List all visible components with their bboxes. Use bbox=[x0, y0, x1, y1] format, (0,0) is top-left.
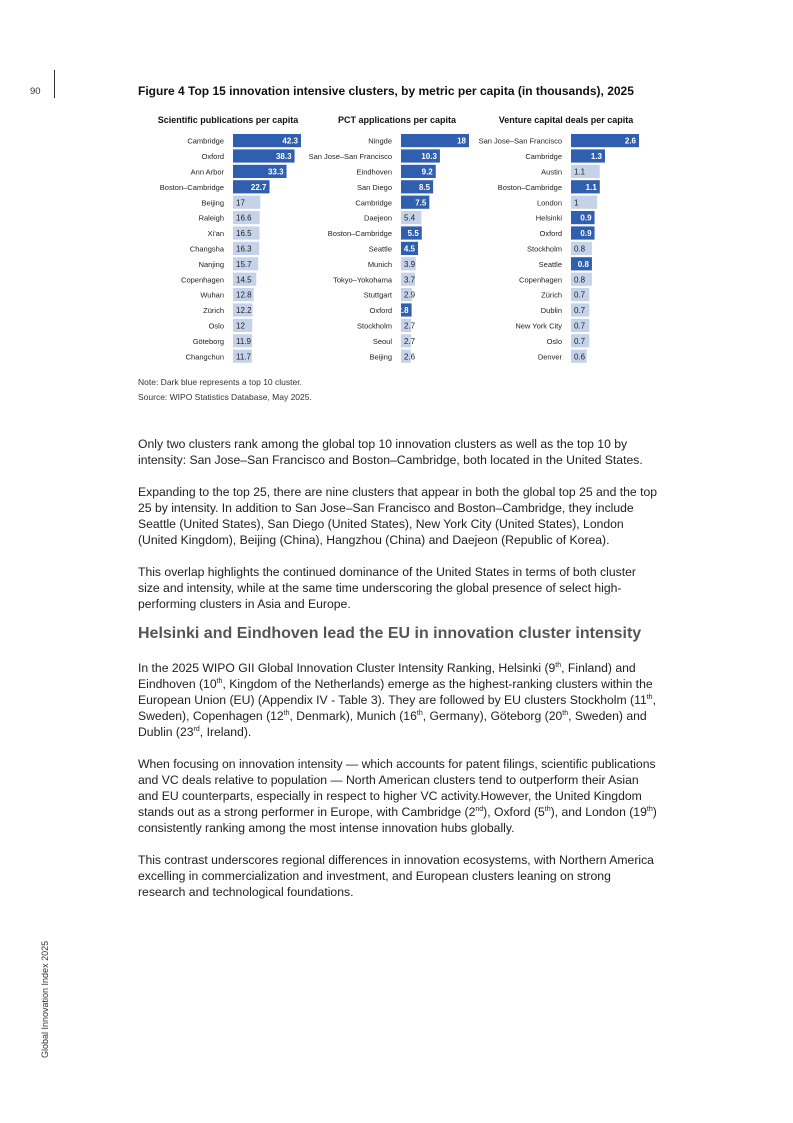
category-label: Dublin bbox=[540, 306, 562, 316]
paragraph-4-text: , Sweden) and Dublin (23 bbox=[138, 709, 647, 739]
value-label: 4.5 bbox=[403, 244, 415, 254]
category-label: Changchun bbox=[185, 352, 224, 362]
paragraph-1: Only two clusters rank among the global top 10 innovation clusters as well as the top 10 by intensity: San Jose–San Francisco and Boston–Cambridge, both located in the United States. bbox=[138, 437, 643, 467]
page-number: 90 bbox=[30, 86, 41, 97]
category-label: Boston–Cambridge bbox=[497, 182, 562, 192]
category-label: Göteborg bbox=[192, 336, 224, 346]
paragraph-5-superscript: th bbox=[646, 805, 653, 813]
value-label: 10.3 bbox=[421, 152, 437, 162]
category-label: Raleigh bbox=[198, 213, 224, 223]
value-label: 5.5 bbox=[407, 229, 419, 239]
value-label: 3.7 bbox=[404, 275, 416, 285]
value-label: 12.2 bbox=[236, 306, 252, 316]
paragraph-4-text: , Denmark), Munich (16 bbox=[289, 709, 417, 723]
category-label: Beijing bbox=[369, 352, 392, 362]
figure-source: Source: WIPO Statistics Database, May 2025. bbox=[138, 392, 312, 402]
paragraph-4-superscript: th bbox=[416, 709, 423, 717]
category-label: Daejeon bbox=[364, 213, 392, 223]
value-label: 16.5 bbox=[236, 229, 252, 239]
category-label: London bbox=[536, 198, 562, 208]
category-label: Seattle bbox=[368, 244, 392, 254]
value-label: 0.7 bbox=[574, 336, 586, 346]
figure-note: Note: Dark blue represents a top 10 cluster. bbox=[138, 377, 302, 387]
value-label: 1 bbox=[574, 198, 579, 208]
paragraph-4-text: , Finland) and Eindhoven (10 bbox=[138, 661, 636, 691]
value-label: 16.3 bbox=[236, 244, 252, 254]
category-label: Boston–Cambridge bbox=[327, 229, 392, 239]
category-label: Copenhagen bbox=[181, 275, 224, 285]
category-label: Oslo bbox=[546, 336, 562, 346]
category-label: Seoul bbox=[372, 336, 392, 346]
value-label: 0.9 bbox=[580, 229, 592, 239]
value-label: 42.3 bbox=[282, 136, 298, 146]
category-label: Helsinki bbox=[535, 213, 562, 223]
bar-charts bbox=[0, 0, 793, 380]
category-label: Oxford bbox=[539, 229, 562, 239]
value-label: 0.7 bbox=[574, 290, 586, 300]
panel-title-vc: Venture capital deals per capita bbox=[498, 115, 634, 125]
paragraph-4-superscript: th bbox=[555, 661, 562, 669]
value-label: 8.5 bbox=[418, 182, 431, 192]
category-label: Cambridge bbox=[525, 152, 562, 162]
paragraph-5-superscript: nd bbox=[475, 805, 484, 813]
value-label: 7.5 bbox=[415, 198, 427, 208]
paragraph-4 bbox=[138, 660, 658, 740]
category-label: Seattle bbox=[538, 259, 562, 269]
running-title: Global Innovation Index 2025 bbox=[40, 940, 50, 1058]
panel-title-publications: Scientific publications per capita bbox=[157, 115, 299, 125]
paragraph-4-superscript: th bbox=[283, 709, 290, 717]
value-label: 18 bbox=[457, 136, 466, 146]
paragraph-4-text: , Kingdom of the Netherlands) emerge as the highest-ranking clusters within the European Union (EU) (Appendix IV - Table 3). They are followed by EU clusters Stockholm (11 bbox=[138, 677, 653, 707]
body-text-bottom bbox=[138, 660, 658, 916]
value-label: 1.1 bbox=[574, 167, 586, 177]
category-label: Stockholm bbox=[526, 244, 562, 254]
category-label: Beijing bbox=[201, 198, 224, 208]
category-label: Cambridge bbox=[187, 136, 224, 146]
value-label: 5.4 bbox=[404, 213, 416, 223]
category-label: Oxford bbox=[201, 152, 224, 162]
value-label: 33.3 bbox=[267, 167, 284, 177]
paragraph-3: This overlap highlights the continued dominance of the United States in terms of both cluster size and intensity, while at the same time underscoring the global presence of select high-performing clusters in Asia and Europe. bbox=[138, 565, 636, 611]
category-label: New York City bbox=[515, 321, 562, 331]
category-label: Boston–Cambridge bbox=[159, 182, 224, 192]
category-label: Zürich bbox=[541, 290, 562, 300]
body-text-top bbox=[138, 436, 658, 628]
value-label: 17 bbox=[236, 198, 245, 208]
paragraph-4-superscript: rd bbox=[193, 725, 200, 733]
category-label: Oslo bbox=[208, 321, 224, 331]
paragraph-4-superscript: th bbox=[216, 677, 223, 685]
category-label: Eindhoven bbox=[356, 167, 392, 177]
value-label: 2.6 bbox=[624, 136, 636, 146]
value-label: 22.7 bbox=[250, 182, 267, 192]
category-label: Stockholm bbox=[356, 321, 392, 331]
value-label: 2.6 bbox=[404, 352, 416, 362]
paragraph-4-text: , Germany), Göteborg (20 bbox=[422, 709, 563, 723]
value-label: 12 bbox=[236, 321, 245, 331]
paragraph-5-text: ) consistently ranking among the most intense innovation hubs globally. bbox=[138, 805, 657, 835]
value-label: 0.7 bbox=[574, 321, 586, 331]
category-label: Wuhan bbox=[200, 290, 224, 300]
paragraph-5 bbox=[138, 756, 658, 836]
value-label: 12.8 bbox=[236, 290, 252, 300]
value-label: 1.3 bbox=[590, 152, 602, 162]
value-label: 0.8 bbox=[574, 275, 586, 285]
paragraph-5-text: When focusing on innovation intensity — which accounts for patent filings, scientific publications and VC deals relative to population — North American clusters tend to outperform their Asian and EU counterparts, especially in respect to higher VC activity.However, the United Kingdom stands out as a strong performer in Europe, with Cambridge (2 bbox=[138, 757, 656, 819]
paragraph-5-superscript: th bbox=[544, 805, 551, 813]
category-label: Stuttgart bbox=[363, 290, 392, 300]
category-label: San Diego bbox=[356, 182, 392, 192]
category-label: Tokyo–Yokohama bbox=[333, 275, 392, 285]
category-label: Xi'an bbox=[207, 229, 224, 239]
value-label: 0.8 bbox=[574, 244, 586, 254]
value-label: 15.7 bbox=[236, 259, 252, 269]
category-label: Austin bbox=[541, 167, 562, 177]
value-label: 38.3 bbox=[275, 152, 292, 162]
paragraph-5-text: ), Oxford (5 bbox=[483, 805, 545, 819]
value-label: 2.7 bbox=[404, 321, 416, 331]
category-label: Ningde bbox=[368, 136, 392, 146]
paragraph-4-text: , Sweden), Copenhagen (12 bbox=[138, 693, 656, 723]
value-label: 0.6 bbox=[574, 352, 586, 362]
category-label: Changsha bbox=[189, 244, 224, 254]
paragraph-4-superscript: th bbox=[562, 709, 569, 717]
value-label: 16.6 bbox=[236, 213, 252, 223]
section-heading: Helsinki and Eindhoven lead the EU in innovation cluster intensity bbox=[138, 625, 642, 642]
category-label: Zürich bbox=[203, 306, 224, 316]
value-label: 0.8 bbox=[577, 259, 589, 269]
paragraph-4-text: , Ireland). bbox=[199, 725, 252, 739]
figure-title: Figure 4 Top 15 innovation intensive clusters, by metric per capita (in thousands), 2025 bbox=[138, 84, 634, 98]
paragraph-4-superscript: th bbox=[646, 693, 653, 701]
paragraph-2: Expanding to the top 25, there are nine clusters that appear in both the global top 25 and the top 25 by intensity. In addition to San Jose–San Francisco and Boston–Cambridge, they include Seattle (United States), San Diego (United States), New York City (United States), London (United Kingdom), Beijing (China), Hangzhou (China) and Daejeon (Republic of Korea). bbox=[138, 485, 658, 547]
category-label: Ann Arbor bbox=[190, 167, 224, 177]
paragraph-4-text: In the 2025 WIPO GII Global Innovation Cluster Intensity Ranking, Helsinki (9 bbox=[138, 661, 556, 675]
value-label: 1.1 bbox=[585, 182, 597, 192]
category-label: San Jose–San Francisco bbox=[308, 152, 392, 162]
category-label: Nanjing bbox=[198, 259, 224, 269]
value-label: 0.7 bbox=[574, 306, 586, 316]
category-label: Munich bbox=[367, 259, 392, 269]
value-label: 0.9 bbox=[580, 213, 592, 223]
category-label: Cambridge bbox=[355, 198, 392, 208]
value-label: 11.9 bbox=[236, 336, 251, 346]
value-label: 3.9 bbox=[404, 259, 416, 269]
category-label: Oxford bbox=[369, 306, 392, 316]
panel-title-pct: PCT applications per capita bbox=[337, 115, 457, 125]
value-label: 9.2 bbox=[421, 167, 433, 177]
paragraph-6: This contrast underscores regional differences in innovation ecosystems, with Northern America excelling in commercialization and investment, and European clusters leaning on strong research and technological foundations. bbox=[138, 853, 654, 899]
category-label: San Jose–San Francisco bbox=[478, 136, 562, 146]
paragraph-5-text: ), and London (19 bbox=[550, 805, 647, 819]
value-label: 2.9 bbox=[404, 290, 416, 300]
value-label: 2.7 bbox=[404, 336, 416, 346]
value-label: 2.8 bbox=[397, 306, 409, 316]
value-label: 14.5 bbox=[236, 275, 252, 285]
category-label: Copenhagen bbox=[519, 275, 562, 285]
value-label: 11.7 bbox=[236, 352, 251, 362]
category-label: Denver bbox=[537, 352, 562, 362]
